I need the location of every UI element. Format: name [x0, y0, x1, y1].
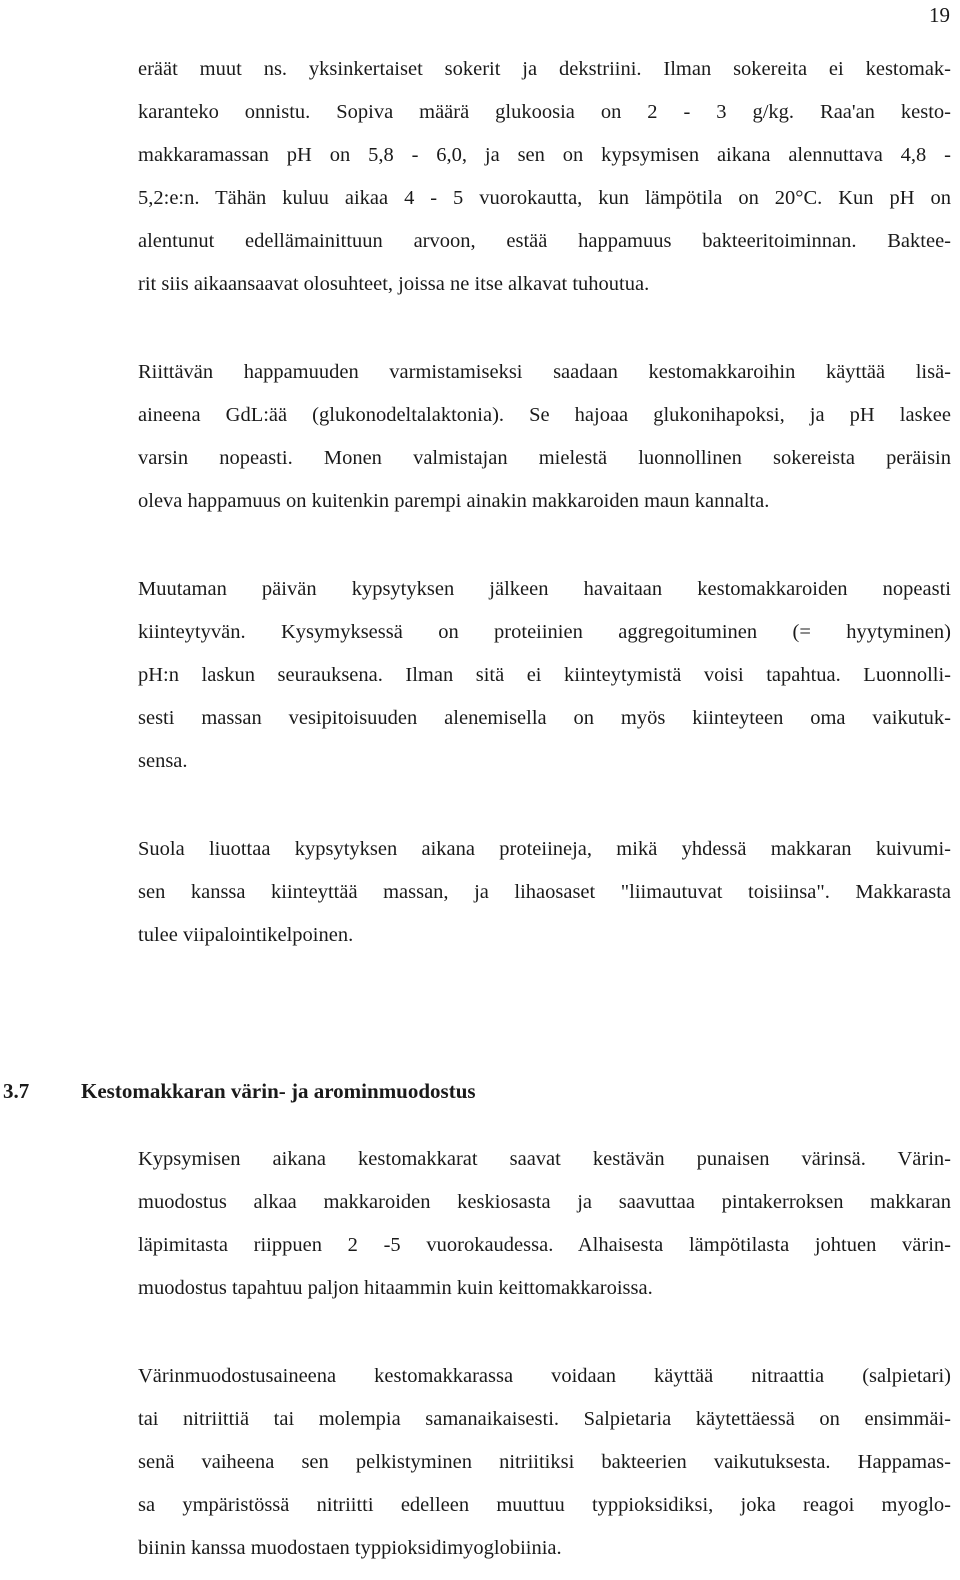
text-line: rit siis aikaansaavat olosuhteet, joissa ne itse alkavat tuhoutua. [138, 273, 650, 295]
text-line: tulee viipalointikelpoinen. [138, 924, 354, 946]
text-line: eräät muut ns. yksinkertaiset sokerit ja dekstriini. Ilman sokereita ei kestomak- [138, 58, 951, 80]
text-line: karanteko onnistu. Sopiva määrä glukoosia on 2 - 3 g/kg. Raa'an kesto- [138, 101, 951, 123]
section-title: Kestomakkaran värin- ja arominmuodostus [81, 1079, 476, 1103]
text-line: Värinmuodostusaineena kestomakkarassa voidaan käyttää nitraattia (salpietari) [138, 1365, 951, 1387]
text-line: sensa. [138, 750, 188, 772]
text-line: läpimitasta riippuen 2 -5 vuorokaudessa. Alhaisesta lämpötilasta johtuen värin- [138, 1234, 951, 1256]
text-line: Suola liuottaa kypsytyksen aikana proteiineja, mikä yhdessä makkaran kuivumi- [138, 838, 951, 860]
text-line: biinin kanssa muodostaen typpioksidimyoglobiinia. [138, 1537, 562, 1559]
text-line: sa ympäristössä nitriitti edelleen muuttuu typpioksidiksi, joka reagoi myoglo- [138, 1494, 951, 1516]
text-line: makkaramassan pH on 5,8 - 6,0, ja sen on kypsymisen aikana alennuttava 4,8 - [138, 144, 951, 166]
text-line: aineena GdL:ää (glukonodeltalaktonia). Se hajoaa glukonihapoksi, ja pH laskee [138, 404, 951, 426]
text-line: Muutaman päivän kypsytyksen jälkeen havaitaan kestomakkaroiden nopeasti [138, 578, 951, 600]
text-line: Kypsymisen aikana kestomakkarat saavat kestävän punaisen värinsä. Värin- [138, 1148, 951, 1170]
text-line: kiinteytyvän. Kysymyksessä on proteiinien aggregoituminen (= hyytyminen) [138, 621, 951, 643]
text-line: muodostus alkaa makkaroiden keskiosasta ja saavuttaa pintakerroksen makkaran [138, 1191, 951, 1213]
text-line: senä vaiheena sen pelkistyminen nitriitiksi bakteerien vaikutuksesta. Happamas- [138, 1451, 951, 1473]
text-line: pH:n laskun seurauksena. Ilman sitä ei kiinteytymistä voisi tapahtua. Luonnolli- [138, 664, 951, 686]
page-number: 19 [929, 3, 950, 27]
text-line: muodostus tapahtuu paljon hitaammin kuin keittomakkaroissa. [138, 1277, 653, 1299]
text-line: tai nitriittiä tai molempia samanaikaisesti. Salpietaria käytettäessä on ensimmäi- [138, 1408, 951, 1430]
text-line: alentunut edellämainittuun arvoon, estää happamuus bakteeritoiminnan. Baktee- [138, 230, 951, 252]
text-line: Riittävän happamuuden varmistamiseksi saadaan kestomakkaroihin käyttää lisä- [138, 361, 951, 383]
section-number: 3.7 [3, 1079, 30, 1103]
text-line: 5,2:e:n. Tähän kuluu aikaa 4 - 5 vuorokautta, kun lämpötila on 20°C. Kun pH on [138, 187, 951, 209]
text-line: sen kanssa kiinteyttää massan, ja lihaosaset "liimautuvat toisiinsa". Makkarasta [138, 881, 951, 903]
text-line: varsin nopeasti. Monen valmistajan mielestä luonnollinen sokereista peräisin [138, 447, 951, 469]
text-line: oleva happamuus on kuitenkin parempi ainakin makkaroiden maun kannalta. [138, 490, 770, 512]
text-line: sesti massan vesipitoisuuden alenemisella on myös kiinteyteen oma vaikutuk- [138, 707, 951, 729]
section-heading [3, 1081, 476, 1102]
